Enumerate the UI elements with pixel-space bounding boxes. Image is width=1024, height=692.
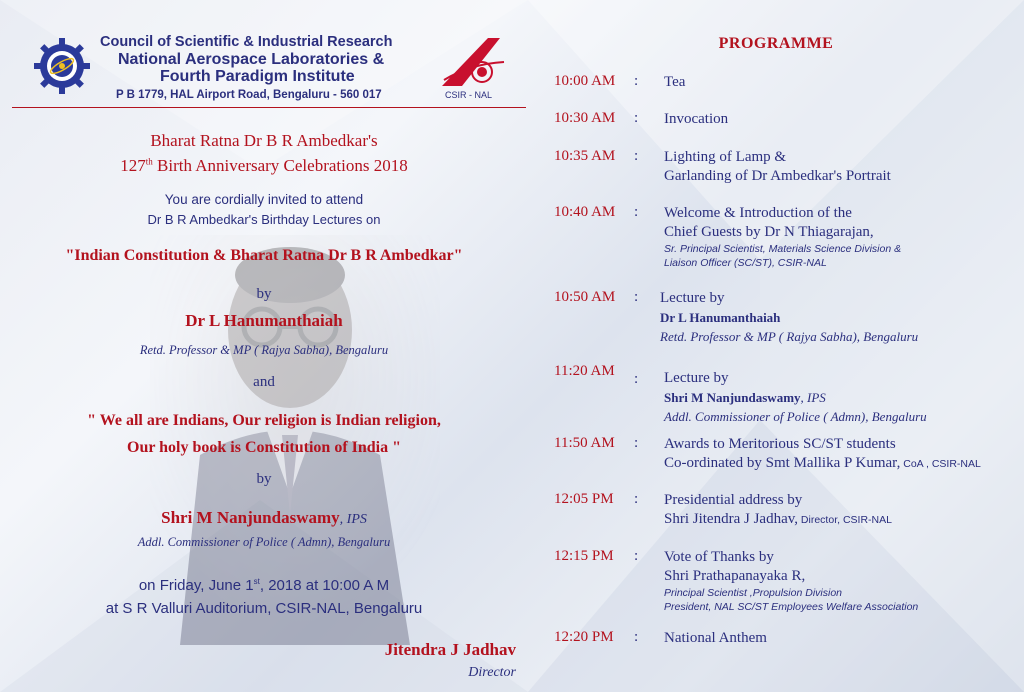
event-label: National Anthem xyxy=(664,630,767,646)
programme-colon: : xyxy=(634,435,639,451)
programme-event xyxy=(664,148,891,186)
celebration-title-line2 xyxy=(0,156,528,176)
programme-event xyxy=(664,435,981,474)
lecture-topic-1: "Indian Constitution & Bharat Ratna Dr B R Ambedkar" xyxy=(65,247,463,264)
programme-colon: : xyxy=(634,73,639,89)
event-label-2: Co-ordinated by Smt Mallika P Kumar, xyxy=(664,455,901,471)
event-subtitle: Principal Scientist ,Propulsion Division xyxy=(664,587,842,599)
programme-time: 11:20 AM xyxy=(554,363,615,379)
programme-event xyxy=(664,204,901,270)
programme-colon: : xyxy=(634,148,639,164)
event-subtitle: President, NAL SC/ST Employees Welfare Association xyxy=(664,601,919,613)
csir-nal-logo-icon xyxy=(440,36,508,94)
speaker-2-suffix: , IPS xyxy=(339,512,367,527)
event-label-2: Chief Guests by Dr N Thiagarajan, xyxy=(664,224,874,240)
event-subtitle: Sr. Principal Scientist, Materials Science Division & xyxy=(664,243,902,255)
programme-colon: : xyxy=(634,491,639,507)
event-label: Welcome & Introduction of the xyxy=(664,205,852,221)
speaker-1-designation: Retd. Professor & MP ( Rajya Sabha), Bengaluru xyxy=(139,343,389,357)
programme-time: 10:40 AM xyxy=(554,204,616,220)
celebration-title-line1: Bharat Ratna Dr B R Ambedkar's xyxy=(150,131,378,150)
programme-colon: : xyxy=(634,204,639,220)
programme-event xyxy=(664,369,927,426)
cordial-invitation: You are cordially invited to attend xyxy=(164,192,364,207)
programme-colon: : xyxy=(634,289,639,305)
event-label-2: Garlanding of Dr Ambedkar's Portrait xyxy=(664,168,891,184)
programme-time: 11:50 AM xyxy=(554,435,615,451)
nal-logo-label: CSIR - NAL xyxy=(445,90,493,100)
speaker-2 xyxy=(0,508,528,528)
header-divider xyxy=(12,107,526,108)
date-time-text: , 2018 at 10:00 A M xyxy=(259,577,390,594)
date-ordinal: st xyxy=(253,577,260,586)
speaker-name-text: Shri M Nanjundaswamy xyxy=(664,390,801,405)
speaker-name xyxy=(664,388,927,407)
event-label-2: Shri Prathapanayaka R, xyxy=(664,568,806,584)
programme-event xyxy=(664,548,918,614)
by-label-1: by xyxy=(256,286,272,302)
lecture-topic-2-line2: Our holy book is Constitution of India " xyxy=(127,439,401,456)
speaker-suffix: , IPS xyxy=(800,390,826,405)
date-text: on Friday, June 1 xyxy=(138,577,254,594)
event-label: Invocation xyxy=(664,111,729,127)
speaker-designation: Retd. Professor & MP ( Rajya Sabha), Bengaluru xyxy=(660,329,919,344)
event-label: Lecture by xyxy=(660,290,725,306)
event-subtitle: Liaison Officer (SC/ST), CSIR-NAL xyxy=(664,257,827,269)
lectures-line: Dr B R Ambedkar's Birthday Lectures on xyxy=(147,212,381,227)
org-address: P B 1779, HAL Airport Road, Bengaluru - 560 017 xyxy=(116,89,382,101)
programme-event xyxy=(660,289,918,346)
speaker-1-name: Dr L Hanumanthaiah xyxy=(185,311,343,330)
org-name-nal: National Aerospace Laboratories & xyxy=(118,51,385,68)
programme-colon: : xyxy=(634,110,639,126)
event-affiliation: CoA , CSIR-NAL xyxy=(900,458,981,470)
speaker-name: Dr L Hanumanthaiah xyxy=(660,310,781,325)
speaker-2-designation: Addl. Commissioner of Police ( Admn), Bengaluru xyxy=(137,535,391,549)
event-label: Tea xyxy=(664,74,686,90)
programme-time: 12:20 PM xyxy=(554,629,614,645)
event-label: Awards to Meritorious SC/ST students xyxy=(664,436,896,452)
event-label: Lecture by xyxy=(664,370,729,386)
programme-event xyxy=(664,110,728,129)
csir-logo-icon xyxy=(32,36,92,96)
programme-time: 10:30 AM xyxy=(554,110,616,126)
event-date xyxy=(0,577,528,594)
signatory-title: Director xyxy=(468,665,516,680)
anniversary-number: 127 xyxy=(120,156,146,175)
speaker-designation: Addl. Commissioner of Police ( Admn), Bengaluru xyxy=(664,409,927,424)
programme-colon: : xyxy=(634,371,639,387)
programme-colon: : xyxy=(634,629,639,645)
by-label-2: by xyxy=(256,471,272,487)
programme-time: 10:35 AM xyxy=(554,148,616,164)
programme-time: 10:50 AM xyxy=(554,289,616,305)
lecture-topic-2-line1: " We all are Indians, Our religion is Indian religion, xyxy=(87,412,441,429)
event-label: Lighting of Lamp & xyxy=(664,149,787,165)
programme-title: PROGRAMME xyxy=(718,35,834,52)
programme-time: 12:15 PM xyxy=(554,548,614,564)
speaker-2-name: Shri M Nanjundaswamy xyxy=(161,508,340,527)
event-venue: at S R Valluri Auditorium, CSIR-NAL, Bengaluru xyxy=(105,600,423,617)
anniversary-text: Birth Anniversary Celebrations 2018 xyxy=(152,156,408,175)
and-label: and xyxy=(253,374,275,390)
programme-colon: : xyxy=(634,548,639,564)
org-name-fpi: Fourth Paradigm Institute xyxy=(160,68,355,85)
programme-event xyxy=(664,491,892,530)
programme-time: 10:00 AM xyxy=(554,73,616,89)
anniversary-ordinal: th xyxy=(145,156,153,167)
event-affiliation: Director, CSIR-NAL xyxy=(798,514,892,526)
event-label-2: Shri Jitendra J Jadhav, xyxy=(664,511,799,527)
event-label: Vote of Thanks by xyxy=(664,549,774,565)
programme-event xyxy=(664,629,767,648)
programme-time: 12:05 PM xyxy=(554,491,614,507)
event-label: Presidential address by xyxy=(664,492,803,508)
signatory-name: Jitendra J Jadhav xyxy=(384,640,516,659)
org-name-csir: Council of Scientific & Industrial Research xyxy=(100,34,393,50)
programme-event xyxy=(664,73,685,92)
programme-panel xyxy=(528,0,1024,692)
